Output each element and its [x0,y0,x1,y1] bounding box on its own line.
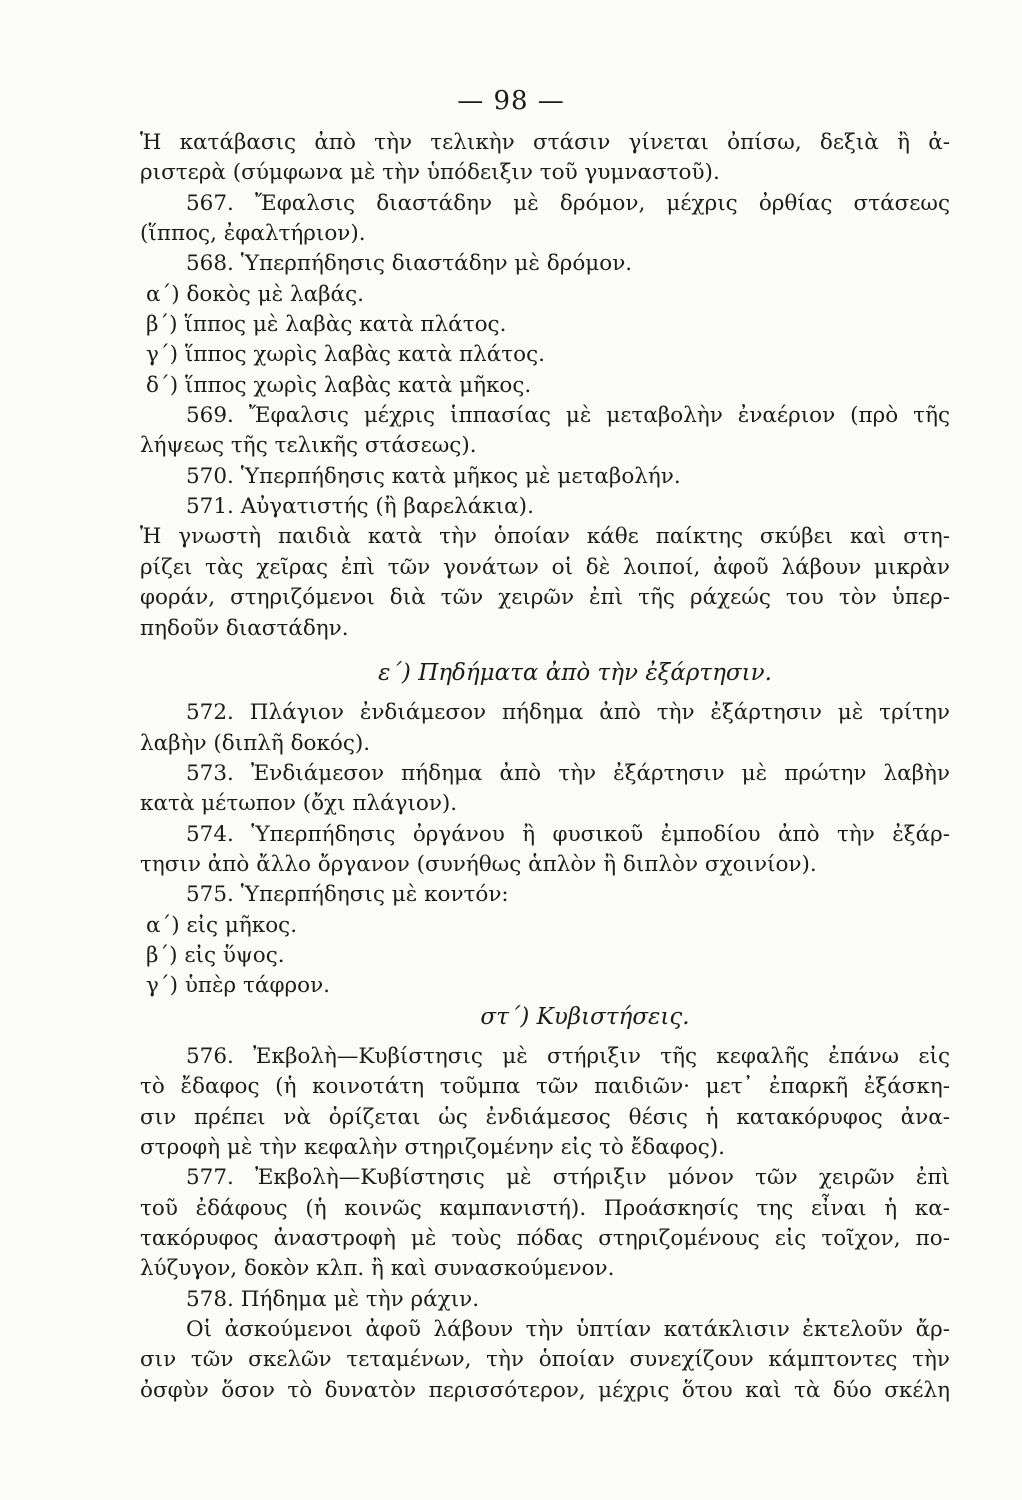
list-item: γ΄) ὑπὲρ τάφρον. [146,973,330,999]
exercise-568: 568. Ὑπερπήδησις διαστάδην μὲ δρόμον. [186,251,633,277]
exercise-572: 572. Πλάγιον ἐνδιάμεσον πήδημα ἀπὸ τὴν ἐξάρτησιν μὲ τρίτην [186,700,950,726]
text-line: τὸ ἔδαφος (ἡ κοινοτάτη τοῦμπα τῶν παιδιῶν· μετ᾽ ἐπαρκῆ ἐξάσκη- [140,1074,950,1100]
exercise-571: 571. Αὐγατιστής (ἢ βαρελάκια). [186,494,534,520]
list-item: δ΄) ἵππος χωρὶς λαβὰς κατὰ μῆκος. [146,372,532,398]
text-line: στροφὴ μὲ τὴν κεφαλὴν στηριζομένην εἰς τὸ ἔδαφος). [140,1135,725,1160]
section-heading-st: στ΄) Κυβιστήσεις. [480,1003,690,1030]
section-heading-e: ε΄) Πηδήματα ἀπὸ τὴν ἐξάρτησιν. [378,659,772,686]
exercise-577: 577. Ἐκβολὴ—Κυβίστησις μὲ στήριξιν μόνον τῶν χειρῶν ἐπὶ [186,1165,950,1191]
list-item: β΄) εἰς ὕψος. [146,942,285,968]
text-line: σιν πρέπει νὰ ὁρίζεται ὡς ἐνδιάμεσος θέσις ἡ κατακόρυφος ἀνα- [140,1104,950,1130]
text-line: λύζυγον, δοκὸν κλπ. ἢ καὶ συνασκούμενον. [140,1256,615,1282]
text-line: κατὰ μέτωπον (ὄχι πλάγιον). [140,791,458,817]
text-line: τοῦ ἐδάφους (ἡ κοινῶς καμπανιστή). Προάσκησίς της εἶναι ἡ κα- [140,1195,950,1221]
page-number: — 98 — [457,86,565,116]
text-line: φοράν, στηριζόμενοι διὰ τῶν χειρῶν ἐπὶ τῆς ράχεώς του τὸν ὑπερ- [140,585,950,611]
list-item: α΄) εἰς μῆκος. [146,912,298,938]
exercise-578: 578. Πήδημα μὲ τὴν ράχιν. [186,1286,480,1312]
text-line: Οἱ ἀσκούμενοι ἀφοῦ λάβουν τὴν ὑπτίαν κατάκλισιν ἐκτελοῦν ἄρ- [186,1317,950,1343]
exercise-574: 574. Ὑπερπήδησις ὀργάνου ἢ φυσικοῦ ἐμποδίου ἀπὸ τὴν ἐξάρ- [186,821,950,847]
body-text [140,128,950,1406]
text-line: σιν τῶν σκελῶν τεταμένων, τὴν ὁποίαν συνεχίζουν κάμπτοντες τὴν [140,1347,950,1373]
exercise-575: 575. Ὑπερπήδησις μὲ κοντόν: [186,882,509,908]
text-line: ρίζει τὰς χεῖρας ἐπὶ τῶν γονάτων οἱ δὲ λοιποί, ἀφοῦ λάβουν μικρὰν [140,554,950,580]
text-line: τησιν ἀπὸ ἄλλο ὄργανον (συνήθως ἁπλὸν ἢ διπλὸν σχοινίον). [140,851,817,877]
text-line: (ἵππος, ἐφαλτήριον). [140,221,366,247]
text-line: τακόρυφος ἀναστροφὴ μὲ τοὺς πόδας στηριζομένους εἰς τοῖχον, πο- [140,1226,950,1252]
text-line: λαβὴν (διπλῆ δοκός). [140,730,371,756]
text-line: ριστερὰ (σύμφωνα μὲ τὴν ὑπόδειξιν τοῦ γυμναστοῦ). [140,160,720,186]
exercise-573: 573. Ἐνδιάμεσον πήδημα ἀπὸ τὴν ἐξάρτησιν μὲ πρώτην λαβὴν [186,760,950,786]
text-line: ὀσφὺν ὅσον τὸ δυνατὸν περισσότερον, μέχρις ὅτου καὶ τὰ δύο σκέλη [140,1377,950,1403]
list-item: γ΄) ἵππος χωρὶς λαβὰς κατὰ πλάτος. [146,342,545,368]
text-line: πηδοῦν διαστάδην. [140,615,349,641]
text-line: Ἡ γνωστὴ παιδιὰ κατὰ τὴν ὁποίαν κάθε παίκτης σκύβει καὶ στη- [140,524,950,550]
exercise-576: 576. Ἐκβολὴ—Κυβίστησις μὲ στήριξιν τῆς κεφαλῆς ἐπάνω εἰς [186,1043,950,1069]
exercise-570: 570. Ὑπερπήδησις κατὰ μῆκος μὲ μεταβολήν. [186,463,681,489]
list-item: α΄) δοκὸς μὲ λαβάς. [146,281,364,307]
text-line: λήψεως τῆς τελικῆς στάσεως). [140,433,477,459]
exercise-569: 569. Ἔφαλσις μέχρις ἱππασίας μὲ μεταβολὴν ἐναέριον (πρὸ τῆς [186,403,950,429]
text-line: Ἡ κατάβασις ἀπὸ τὴν τελικὴν στάσιν γίνεται ὀπίσω, δεξιὰ ἢ ἀ- [140,130,950,155]
list-item: β΄) ἵππος μὲ λαβὰς κατὰ πλάτος. [146,312,507,338]
exercise-567: 567. Ἔφαλσις διαστάδην μὲ δρόμον, μέχρις ὀρθίας στάσεως [186,190,950,216]
